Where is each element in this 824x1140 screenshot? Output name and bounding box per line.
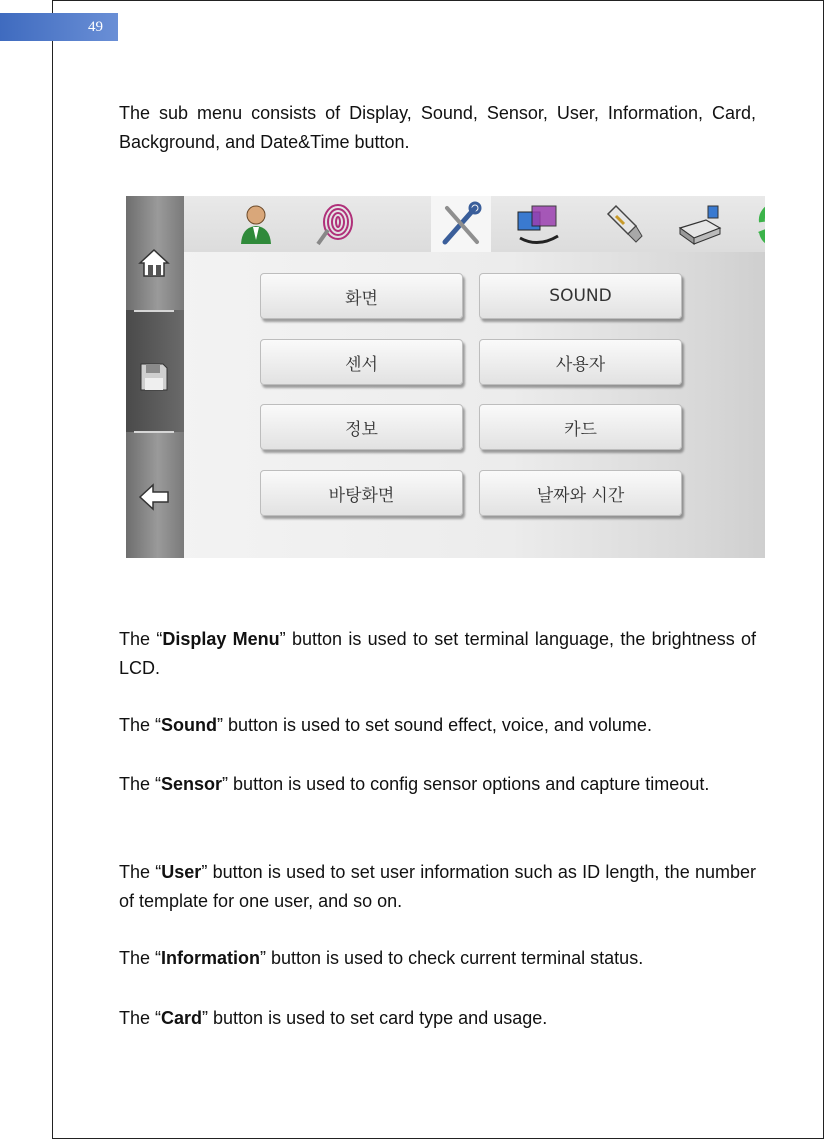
rail-divider bbox=[134, 310, 174, 312]
user-icon[interactable] bbox=[232, 200, 280, 248]
home-icon[interactable] bbox=[137, 246, 171, 280]
network-icon[interactable] bbox=[514, 200, 562, 248]
tools-icon[interactable] bbox=[437, 200, 485, 248]
datetime-button[interactable]: 날짜와 시간 bbox=[479, 470, 682, 516]
page-frame-bottom bbox=[52, 1138, 824, 1139]
top-icon-bar bbox=[184, 196, 765, 252]
sensor-description: The “Sensor” button is used to config sensor options and capture timeout. bbox=[119, 774, 710, 794]
display-term: Display Menu bbox=[162, 629, 280, 649]
user-description: The “User” button is used to set user information such as ID length, the number of template for one user, and so on. bbox=[119, 862, 757, 911]
save-icon[interactable] bbox=[137, 360, 171, 394]
fingerprint-icon[interactable] bbox=[312, 200, 360, 248]
refresh-icon[interactable] bbox=[752, 200, 765, 248]
sensor-button[interactable]: 센서 bbox=[260, 339, 463, 385]
user-button[interactable]: 사용자 bbox=[479, 339, 682, 385]
modem-icon[interactable] bbox=[676, 200, 724, 248]
background-button[interactable]: 바탕화면 bbox=[260, 470, 463, 516]
display-button[interactable]: 화면 bbox=[260, 273, 463, 319]
intro-text: The sub menu consists of Display, Sound, Sensor, User, Information, Card, Background, and Date&Time button. bbox=[119, 103, 756, 152]
sound-term: Sound bbox=[161, 715, 218, 735]
back-arrow-icon[interactable] bbox=[137, 480, 171, 514]
card-term: Card bbox=[161, 1008, 203, 1028]
page-number: 49 bbox=[0, 13, 118, 41]
sound-button[interactable]: SOUND bbox=[479, 273, 682, 319]
left-rail bbox=[126, 196, 184, 558]
page-frame-left bbox=[52, 0, 53, 1139]
information-button[interactable]: 정보 bbox=[260, 404, 463, 450]
rail-divider bbox=[134, 431, 174, 433]
display-description: The “Display Menu” button is used to set terminal language, the brightness of LCD. bbox=[119, 629, 757, 678]
card-description: The “Card” button is used to set card type and usage. bbox=[119, 1008, 548, 1028]
device-screenshot bbox=[126, 196, 765, 558]
sound-description: The “Sound” button is used to set sound effect, voice, and volume. bbox=[119, 715, 652, 735]
page-frame-top bbox=[52, 0, 824, 1]
information-term: Information bbox=[161, 948, 261, 968]
card-button[interactable]: 카드 bbox=[479, 404, 682, 450]
usb-icon[interactable] bbox=[598, 200, 646, 248]
user-term: User bbox=[161, 862, 202, 882]
information-description: The “Information” button is used to check current terminal status. bbox=[119, 948, 644, 968]
sensor-term: Sensor bbox=[161, 774, 223, 794]
